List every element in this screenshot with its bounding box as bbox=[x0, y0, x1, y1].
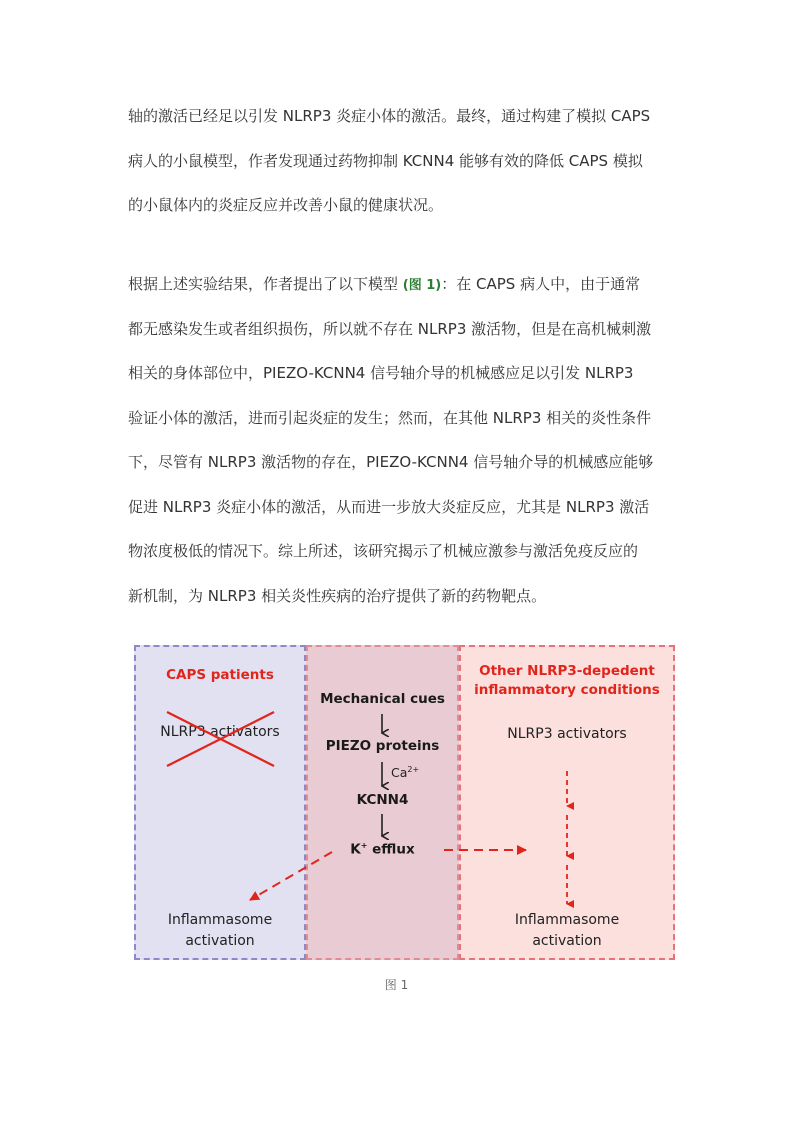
mechanical-cues-label: Mechanical cues bbox=[320, 691, 445, 707]
model-figure bbox=[134, 645, 675, 960]
potassium-efflux-label: K+ efflux bbox=[350, 841, 415, 858]
figure-caption: 图 1 bbox=[384, 978, 409, 992]
paragraph-line: 相关的身体部位中，PIEZO-KCNN4 信号轴介导的机械感应足以引发 NLRP3 bbox=[128, 364, 634, 382]
left-nlrp3-activators-label: NLRP3 activators bbox=[160, 724, 280, 740]
paragraph-line: 验证小体的激活，进而引起炎症的发生；然而，在其他 NLRP3 相关的炎性条件 bbox=[128, 409, 652, 427]
paragraph-line: 物浓度极低的情况下。综上所述，该研究揭示了机械应激参与激活免疫反应的 bbox=[128, 542, 639, 560]
paragraph-line: 促进 NLRP3 炎症小体的激活，从而进一步放大炎症反应，尤其是 NLRP3 激活 bbox=[128, 498, 650, 516]
figure-reference-link[interactable]: (图 1) bbox=[402, 278, 442, 293]
paragraph-text: ：在 CAPS 病人中，由于通常 bbox=[441, 275, 641, 293]
figure-arrows bbox=[134, 645, 675, 960]
paragraph-line: 新机制，为 NLRP3 相关炎性疾病的治疗提供了新的药物靶点。 bbox=[128, 587, 547, 605]
right-nlrp3-activators-label: NLRP3 activators bbox=[507, 726, 627, 742]
other-conditions-title-line1: Other NLRP3-depedent bbox=[479, 663, 655, 679]
other-conditions-title-line2: inflammatory conditions bbox=[474, 682, 660, 698]
paragraph-line: 都无感染发生或者组织损伤，所以就不存在 NLRP3 激活物，但是在高机械刺激 bbox=[128, 320, 652, 338]
right-outcome-line1: Inflammasome bbox=[514, 912, 620, 928]
kcnn4-label: KCNN4 bbox=[356, 792, 409, 808]
piezo-proteins-label: PIEZO proteins bbox=[325, 738, 440, 754]
paragraph-line: 的小鼠体内的炎症反应并改善小鼠的健康状况。 bbox=[128, 196, 444, 214]
right-outcome-line2: activation bbox=[532, 933, 602, 949]
calcium-ion-label: $Ca^{2+}$ bbox=[391, 765, 420, 781]
paragraph-text: 根据上述实验结果，作者提出了以下模型 bbox=[128, 275, 403, 293]
left-outcome-line1: Inflammasome bbox=[167, 912, 273, 928]
paragraph-line: 轴的激活已经足以引发 NLRP3 炎症小体的激活。最终，通过构建了模拟 CAPS bbox=[128, 107, 651, 125]
caps-patients-title: CAPS patients bbox=[166, 667, 274, 683]
left-outcome-line2: activation bbox=[185, 933, 255, 949]
paragraph-line bbox=[128, 274, 640, 294]
paragraph-line: 病人的小鼠模型，作者发现通过药物抑制 KCNN4 能够有效的降低 CAPS 模拟 bbox=[128, 152, 643, 170]
arrow-efflux-to-left-activation bbox=[250, 852, 332, 900]
paragraph-line: 下，尽管有 NLRP3 激活物的存在，PIEZO-KCNN4 信号轴介导的机械感应能够 bbox=[128, 453, 654, 471]
